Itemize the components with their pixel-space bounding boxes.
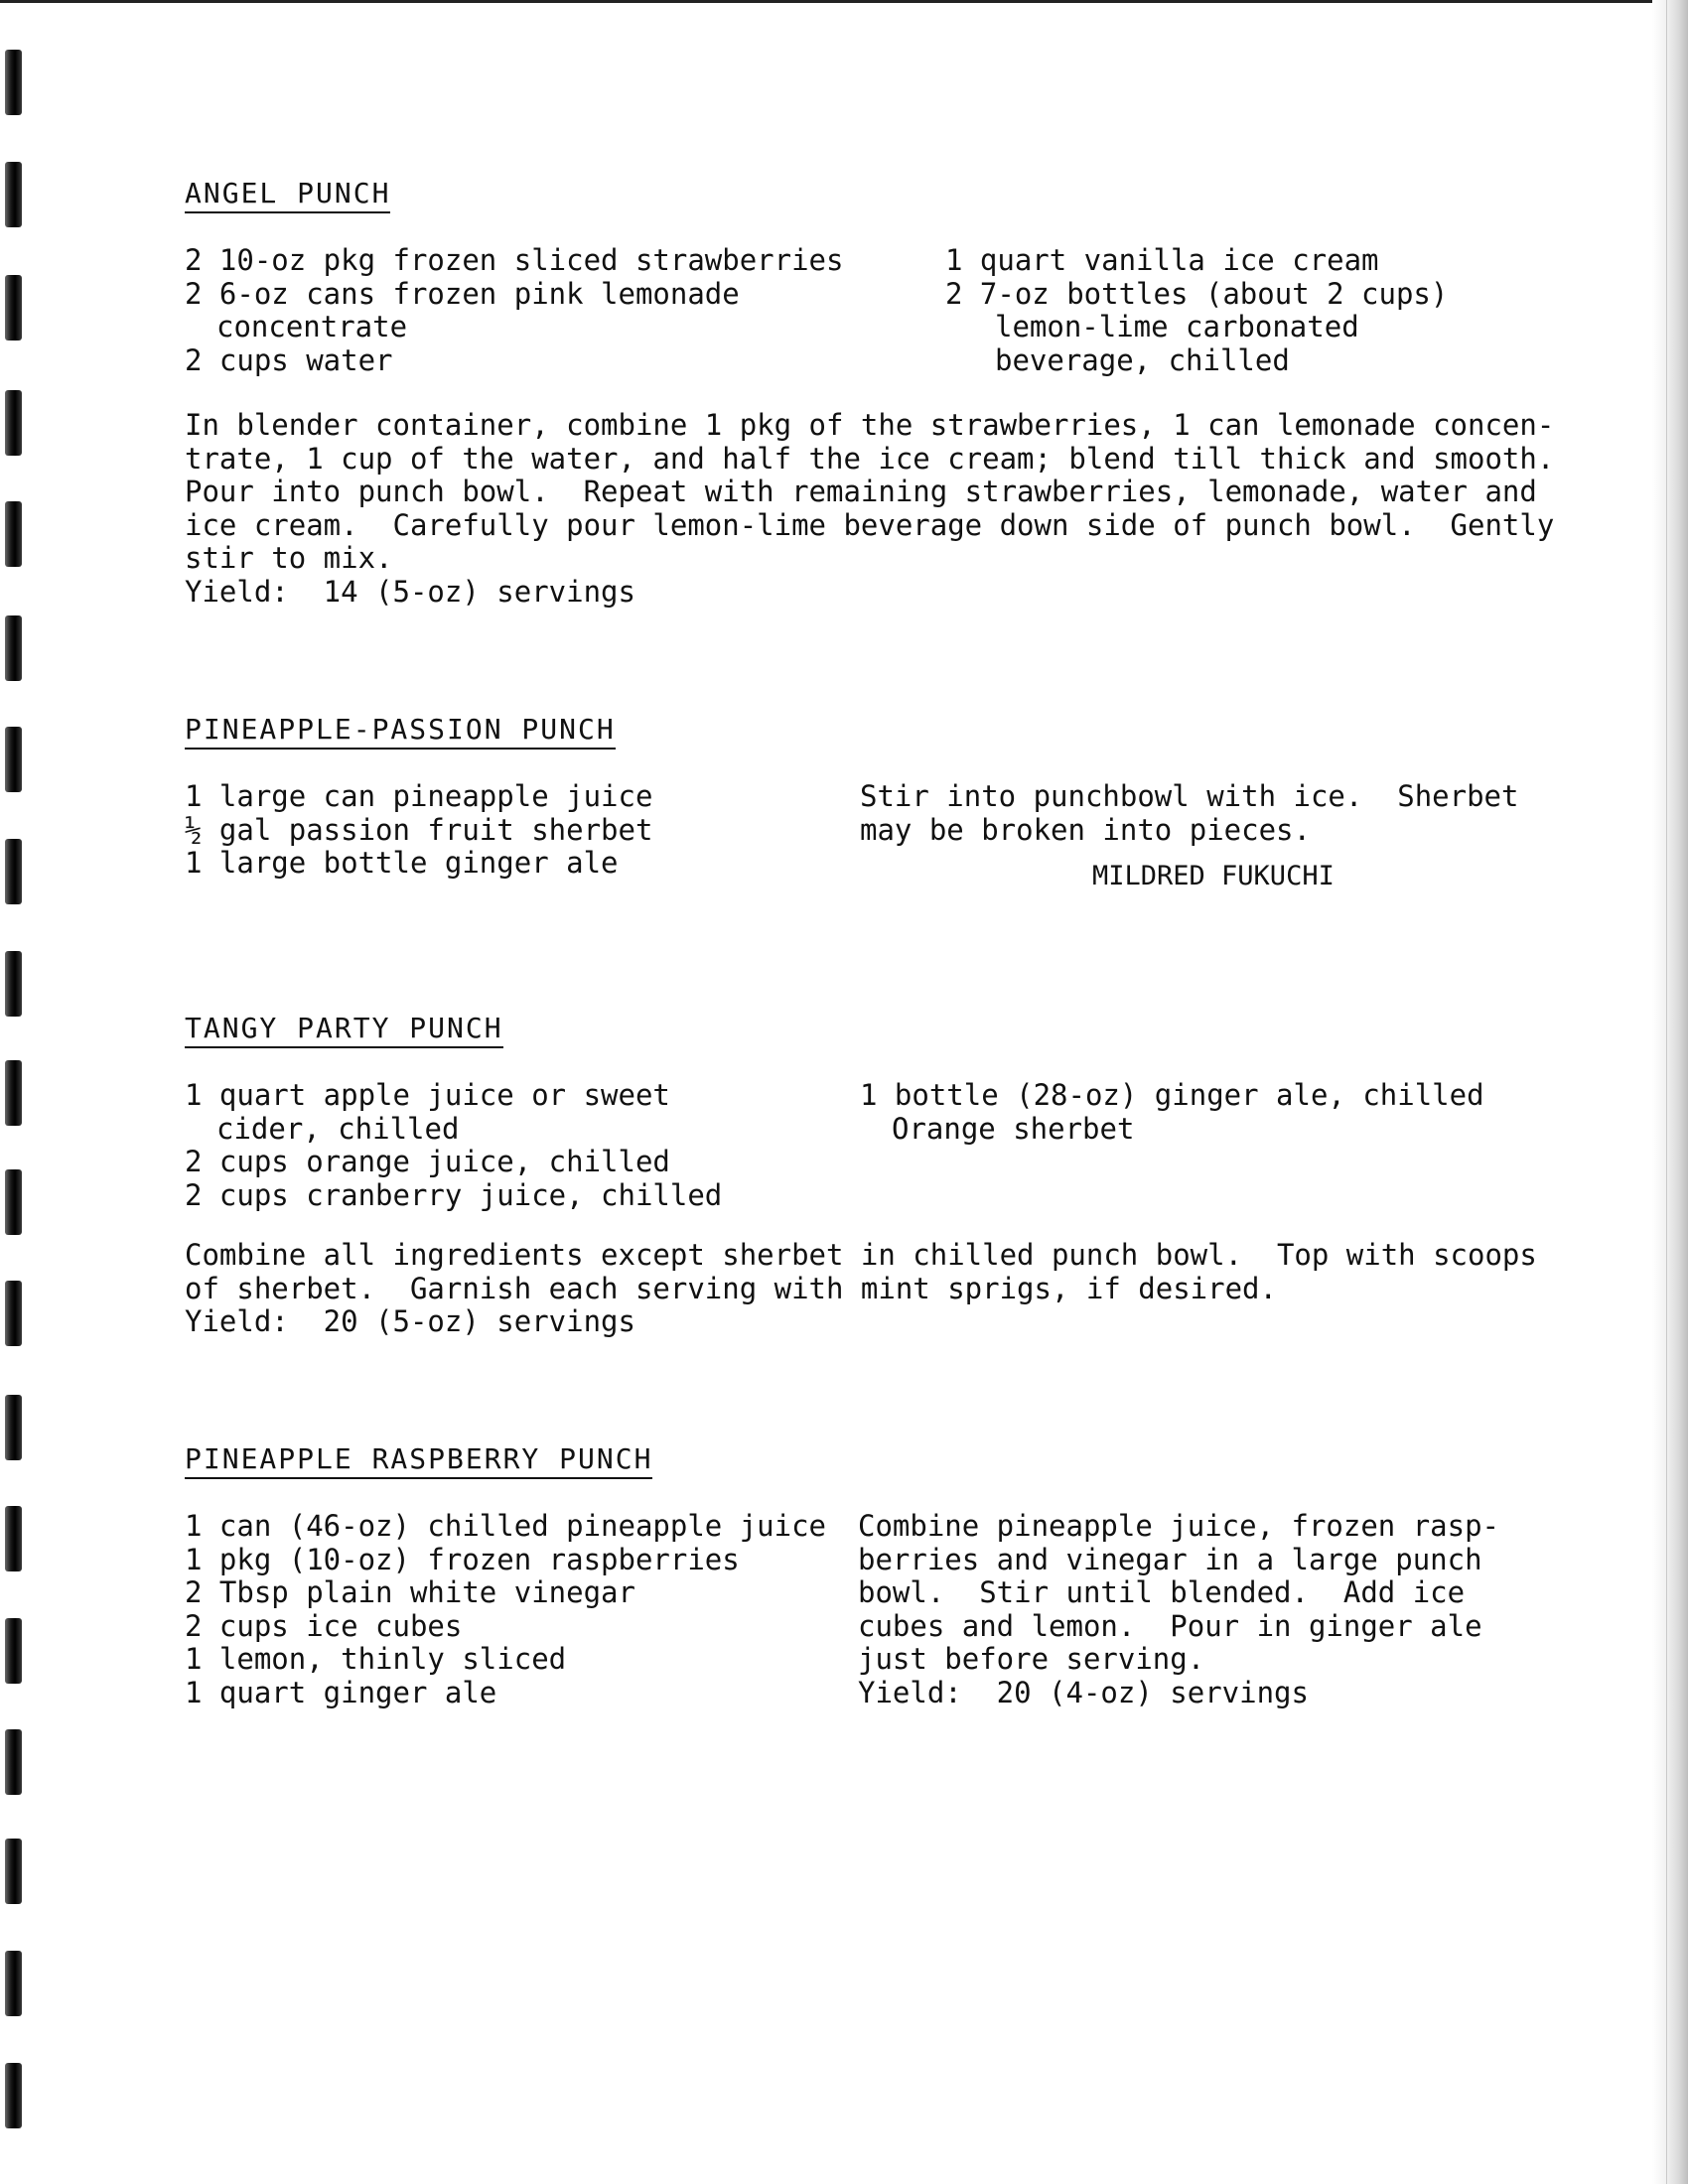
recipe-title: ANGEL PUNCH (185, 177, 390, 213)
recipe-title: TANGY PARTY PUNCH (185, 1012, 503, 1048)
ingredient: 1 lemon, thinly sliced (185, 1642, 567, 1676)
recipe-body (185, 1510, 1505, 1718)
recipe-author: MILDRED FUKUCHI (1092, 861, 1335, 891)
ingredient: 2 6-oz cans frozen pink lemonade (185, 276, 740, 311)
direction-line: stir to mix. (185, 541, 393, 575)
binding-hole (5, 1618, 22, 1684)
ingredients-right (860, 1079, 1484, 1146)
ingredients (185, 1079, 1505, 1214)
binding-hole (5, 501, 22, 567)
binding-hole (5, 1729, 22, 1795)
recipe-pineapple-passion-punch (185, 713, 1519, 919)
ingredient: 1 large bottle ginger ale (185, 846, 619, 880)
ingredient: 1 quart apple juice or sweet (185, 1078, 670, 1112)
ingredient: 2 10-oz pkg frozen sliced strawberries (185, 243, 844, 277)
page-top-edge (0, 0, 1688, 3)
binding-hole (5, 1951, 22, 2016)
recipe-angel-punch (185, 177, 1555, 609)
ingredient: cider, chilled (216, 1111, 460, 1146)
ingredient: 2 cups orange juice, chilled (185, 1145, 670, 1178)
binding-hole (5, 727, 22, 792)
direction-line: Stir into punchbowl with ice. Sherbet (860, 779, 1519, 813)
ingredient: 1 quart vanilla ice cream (945, 243, 1379, 277)
binding-hole (5, 1060, 22, 1126)
ingredient: 2 cups ice cubes (185, 1608, 463, 1643)
direction-line: In blender container, combine 1 pkg of the strawberries, 1 can lemonade concen- (185, 408, 1555, 442)
binding-hole (5, 1395, 22, 1460)
binding-hole (5, 1281, 22, 1346)
binding-hole (5, 390, 22, 456)
ingredient: concentrate (216, 310, 408, 343)
direction-line: trate, 1 cup of the water, and half the ice cream; blend till thick and smooth. (185, 441, 1555, 476)
ingredient: Orange sherbet (892, 1111, 1135, 1146)
ingredient: 1 large can pineapple juice (185, 779, 653, 813)
direction-line: bowl. Stir until blended. Add ice (858, 1575, 1466, 1609)
ingredient: beverage, chilled (995, 342, 1290, 377)
binding-hole (5, 275, 22, 341)
directions-right (858, 1510, 1499, 1709)
spiral-binding (0, 0, 30, 2184)
page-right-edge (1652, 0, 1688, 2184)
ingredient: 1 quart ginger ale (185, 1675, 497, 1709)
direction-line: Pour into punch bowl. Repeat with remaining strawberries, lemonade, water and (185, 475, 1537, 508)
binding-hole (5, 1169, 22, 1235)
binding-hole (5, 951, 22, 1017)
direction-line: ice cream. Carefully pour lemon-lime beverage down side of punch bowl. Gently (185, 507, 1555, 542)
recipe-tangy-party-punch (185, 1012, 1537, 1339)
directions (185, 1238, 1537, 1339)
directions-right (860, 780, 1518, 892)
ingredient: 2 Tbsp plain white vinegar (185, 1575, 635, 1609)
binding-hole (5, 2063, 22, 2128)
recipe-body (185, 779, 1519, 919)
direction-line: Combine all ingredients except sherbet in chilled punch bowl. Top with scoops (185, 1238, 1537, 1272)
ingredients-left (185, 1510, 826, 1709)
recipe-pineapple-raspberry-punch (185, 1442, 1505, 1718)
yield: Yield: 14 (5-oz) servings (185, 574, 635, 609)
ingredients-right (945, 244, 1448, 377)
ingredient: 2 cups water (185, 342, 393, 377)
directions (185, 408, 1555, 609)
ingredient: lemon-lime carbonated (995, 310, 1359, 343)
direction-line: berries and vinegar in a large punch (858, 1542, 1482, 1576)
yield: Yield: 20 (5-oz) servings (185, 1304, 635, 1338)
ingredients-left (185, 780, 652, 881)
ingredients (185, 244, 1505, 379)
direction-line: of sherbet. Garnish each serving with mint sprigs, if desired. (185, 1271, 1277, 1305)
yield: Yield: 20 (4-oz) servings (858, 1675, 1309, 1709)
binding-hole (5, 839, 22, 904)
recipe-title: PINEAPPLE-PASSION PUNCH (185, 713, 616, 750)
binding-hole (5, 1506, 22, 1571)
ingredient: 2 7-oz bottles (about 2 cups) (945, 276, 1449, 311)
direction-line: may be broken into pieces. (860, 812, 1311, 847)
ingredient: 2 cups cranberry juice, chilled (185, 1177, 723, 1212)
ingredients-left (185, 1079, 722, 1212)
ingredient: 1 pkg (10-oz) frozen raspberries (185, 1542, 740, 1576)
binding-hole (5, 162, 22, 227)
ingredients-left (185, 244, 843, 377)
ingredient: 1 can (46-oz) chilled pineapple juice (185, 1509, 827, 1543)
ingredient: ½ gal passion fruit sherbet (185, 812, 653, 847)
direction-line: Combine pineapple juice, frozen rasp- (858, 1509, 1500, 1543)
binding-hole (5, 1839, 22, 1904)
recipe-title: PINEAPPLE RASPBERRY PUNCH (185, 1442, 652, 1479)
direction-line: just before serving. (858, 1642, 1205, 1676)
ingredient: 1 bottle (28-oz) ginger ale, chilled (860, 1078, 1484, 1112)
binding-hole (5, 50, 22, 115)
direction-line: cubes and lemon. Pour in ginger ale (858, 1608, 1482, 1643)
binding-hole (5, 615, 22, 681)
